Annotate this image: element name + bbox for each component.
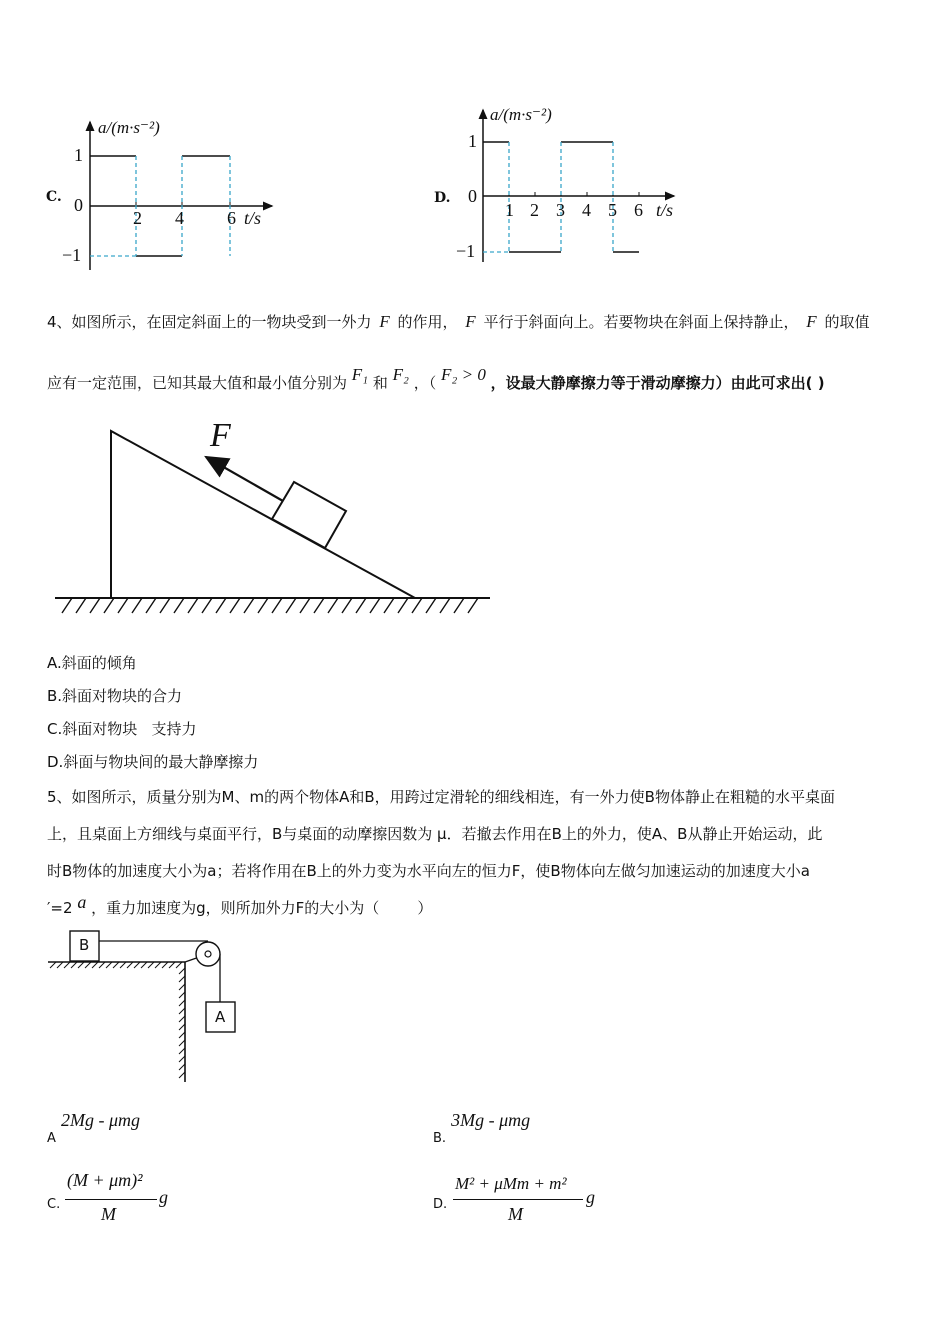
q5-option-c-num: (M + μm)² [67,1170,143,1190]
q4-option-a: A.斜面的倾角 [47,654,137,672]
q5-option-a [47,1110,141,1146]
q4-text-1: 4、如图所示，在固定斜面上的一物块受到一外力 [47,313,372,331]
graph-d-xtick-4: 4 [582,200,591,220]
q4-line-2 [47,365,825,393]
graph-d-xtick-5: 5 [608,200,617,220]
q4-F-symbol-2: F [465,312,476,331]
q4-F-symbol: F [379,312,390,331]
q5-option-d-num: M² + μMm + m² [455,1174,567,1193]
block-b-label: B [79,936,90,954]
q4-and: 和 [372,374,388,392]
q5-option-c-bar [65,1199,157,1200]
q5-option-c-den: M [101,1204,116,1224]
graph-c-xtick-2: 2 [133,208,142,228]
q5-line-2: 上，且桌面上方细线与桌面平行，B与桌面的动摩擦因数为 μ．若撤去作用在B上的外力，使A、B从静止开始运动，此 [47,825,823,843]
graph-d-xtick-3: 3 [556,200,565,220]
q5-option-b-letter: B. [433,1131,447,1146]
table-hatch [50,962,182,968]
q5-option-c-g: g [159,1187,168,1207]
q5-option-a-letter: A [47,1131,56,1146]
q4-option-b: B.斜面对物块的合力 [47,687,183,705]
q5-option-b-formula: 3Mg - μmg [451,1110,531,1130]
force-arrow [206,457,283,501]
q4-text-2a: 应有一定范围，已知其最大值和最小值分别为 [47,374,348,392]
q4-F2: F₂ [392,365,409,384]
side-hatch [179,968,185,1078]
pulley-figure [45,928,245,1088]
graph-d-xtick-1: 1 [505,200,514,220]
graph-c [40,110,300,280]
block [272,482,346,548]
q4-F2-gt-0: F₂ > 0 [441,365,486,384]
graph-d [430,100,700,270]
q5-option-a-formula: 2Mg - μmg [61,1110,141,1130]
graph-d-letter: D. [434,190,451,206]
q5-text-4a: ′=2 [47,899,73,917]
graph-d-dashes [483,142,613,252]
q5-text-4b: ，重力加速度为g，则所加外力F的大小为（ ） [91,899,433,917]
q4-paren: ，（ [413,374,437,392]
q4-text-1c: 平行于斜面向上。若要物块在斜面上保持静止， [483,313,799,331]
q5-option-d-letter: D. [433,1197,448,1212]
q4-F1: F₁ [351,365,369,384]
force-label: F [210,417,231,454]
q5-option-d-bar [453,1199,583,1200]
q4-option-c: C.斜面对物块 支持力 [47,720,197,738]
incline-triangle [111,431,415,598]
q5-option-d-den: M [508,1204,523,1224]
q5-line-1: 5、如图所示，质量分别为M、m的两个物体A和B，用跨过定滑轮的细线相连，有一外力使B物体静止在粗糙的水平桌面 [47,788,835,806]
q4-line-1 [47,311,869,332]
graph-d-ytick-0: 0 [468,186,477,206]
graph-d-xunit: t/s [656,200,674,220]
graph-c-ylabel: a/(m·s⁻²) [98,118,160,137]
q4-option-d: D.斜面与物块间的最大静摩擦力 [47,753,259,771]
q5-a-symbol: a [77,892,87,912]
ground-hatch [62,598,478,613]
q5-line-3: 时B物体的加速度大小为a；若将作用在B上的外力变为水平向左的恒力F，使B物体向左做匀加速运动的加速度大小a [47,862,810,880]
q4-text-2b: ，设最大静摩擦力等于滑动摩擦力）由此可求出( ) [490,374,825,392]
graph-c-xunit: t/s [244,208,262,228]
block-a-label: A [215,1008,226,1026]
q4-F-symbol-3: F [806,312,817,331]
graph-c-ytick-1: 1 [74,145,83,165]
q5-line-4 [47,892,433,918]
q5-option-b [433,1110,531,1146]
q4-text-1d: 的取值 [824,313,870,331]
graph-c-xtick-6: 6 [227,208,236,228]
graph-c-ytick-neg1: −1 [62,245,82,265]
q4-text-1b: 的作用， [397,313,458,331]
graph-d-xtick-2: 2 [530,200,539,220]
graph-d-xtick-6: 6 [634,200,643,220]
q5-option-c-letter: C. [47,1197,61,1212]
graph-d-ylabel: a/(m·s⁻²) [490,105,552,124]
graph-d-ytick-neg1: −1 [456,241,476,261]
incline-figure [50,415,500,625]
graph-c-letter: C. [46,189,62,205]
graph-d-ytick-1: 1 [468,131,477,151]
graph-c-ytick-0: 0 [74,195,83,215]
q5-option-d-g: g [586,1187,595,1207]
graph-c-xtick-4: 4 [175,208,184,228]
incline-svg [50,415,500,625]
